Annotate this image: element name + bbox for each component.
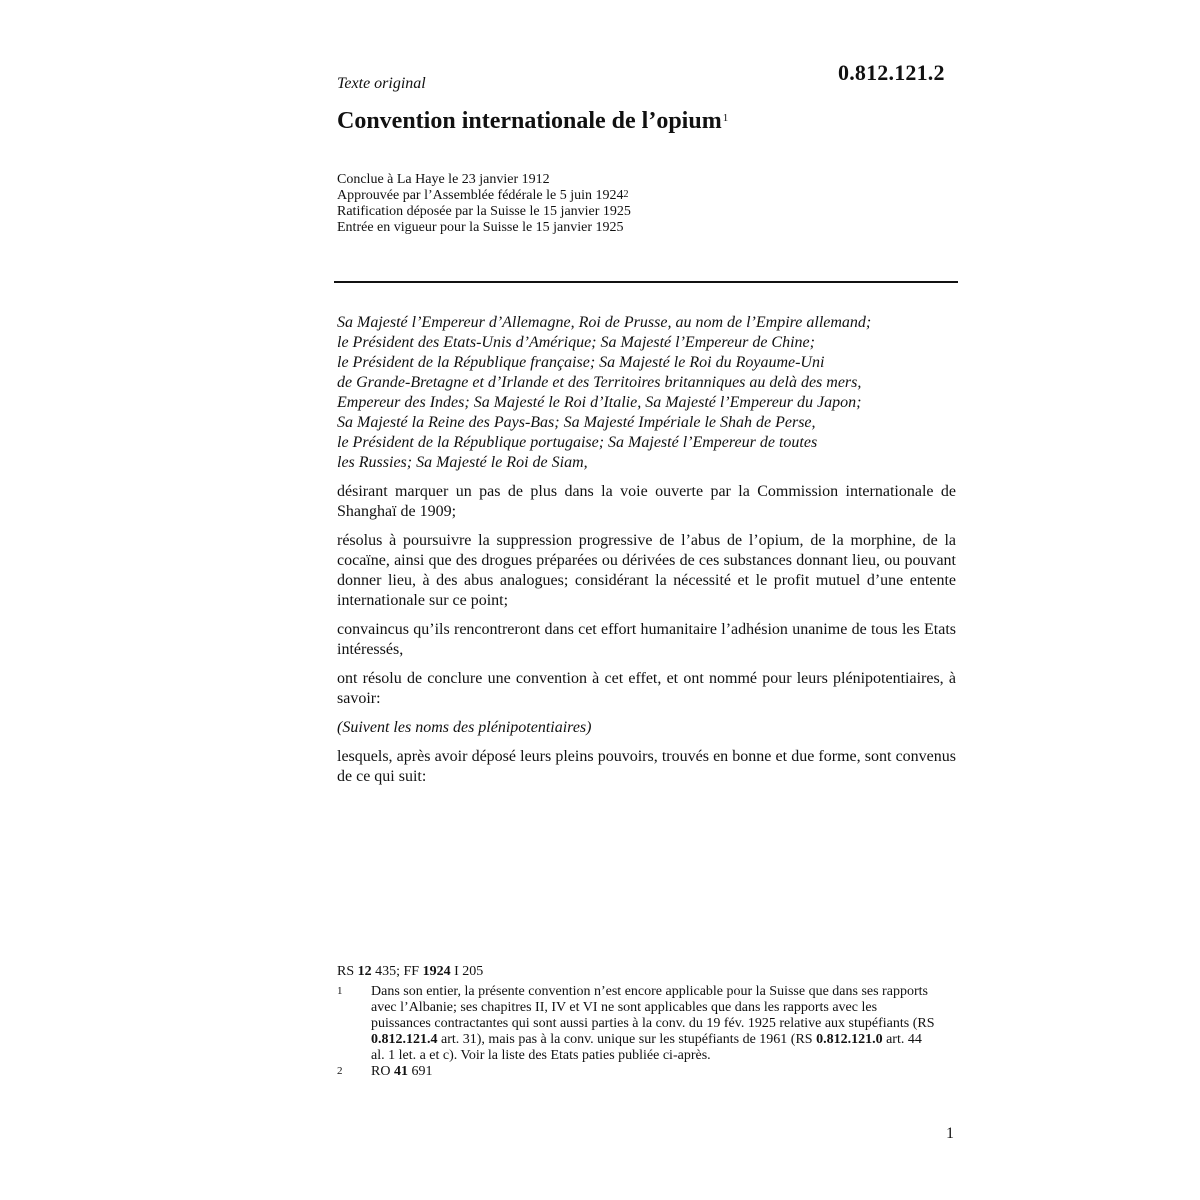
- sr-link[interactable]: 0.812.121.0: [816, 1032, 883, 1047]
- preamble-paragraph: résolus à poursuivre la suppression progressive de l’abus de l’opium, de la morphine, de la cocaïne, ainsi que des drogues préparées ou dérivées de ces substances donnant lieu, ou pouvant donner lieu, à des abus analogues; considérant la nécessité et le profit mutuel d’une entente internationale sur ce point;: [337, 532, 956, 609]
- source-reference: [337, 964, 937, 980]
- footnote-text: [371, 984, 937, 1064]
- parties-line: Empereur des Indes; Sa Majesté le Roi d’Italie, Sa Majesté l’Empereur du Japon;: [337, 394, 862, 411]
- preamble-body: [337, 482, 956, 796]
- footnote-text-part: art. 31), mais pas à la conv. unique sur les stupéfiants de 1961 (RS: [437, 1032, 817, 1047]
- ff-year: 1924: [422, 964, 451, 979]
- rs-page: 435; FF: [375, 964, 420, 979]
- concluded-line: Conclue à La Haye le 23 janvier 1912: [337, 172, 550, 187]
- ro-label: RO: [371, 1064, 391, 1079]
- entry-into-force-line: Entrée en vigueur pour la Suisse le 15 janvier 1925: [337, 220, 624, 235]
- contracting-parties: [337, 313, 871, 473]
- approved-text: Approuvée par l’Assemblée fédérale le 5 juin 1924: [337, 188, 624, 203]
- parties-line: le Président de la République portugaise; Sa Majesté l’Empereur de toutes: [337, 434, 818, 451]
- parties-line: Sa Majesté la Reine des Pays-Bas; Sa Majesté Impériale le Shah de Perse,: [337, 414, 816, 431]
- original-text-label: Texte original: [337, 75, 426, 92]
- rs-label: RS: [337, 964, 355, 979]
- rs-volume: 12: [357, 964, 372, 979]
- parties-line: les Russies; Sa Majesté le Roi de Siam,: [337, 454, 588, 471]
- preamble-paragraph: désirant marquer un pas de plus dans la voie ouverte par la Commission internationale de Shanghaï de 1909;: [337, 483, 956, 520]
- title-footnote-ref[interactable]: 1: [722, 112, 729, 124]
- footnote-1: [337, 984, 937, 1064]
- ff-ref: I 205: [454, 964, 484, 979]
- parties-line: Sa Majesté l’Empereur d’Allemagne, Roi de Prusse, au nom de l’Empire allemand;: [337, 314, 872, 331]
- preamble-paragraph: convaincus qu’ils rencontreront dans cet effort humanitaire l’adhésion unanime de tous les Etats intéressés,: [337, 621, 956, 658]
- sr-link[interactable]: 0.812.121.4: [371, 1032, 438, 1047]
- parties-line: le Président de la République française; Sa Majesté le Roi du Royaume-Uni: [337, 354, 825, 371]
- footnotes: [337, 964, 937, 1080]
- footnote-text-part: Dans son entier, la présente convention n’est encore applicable pour la Suisse que dans ses rapports avec l’Albanie; ses chapitres II, IV et VI ne sont applicables que dans les rapports avec les puissances contractantes qui sont aussi parties à la conv. du 19 fév. 1925 relative aux stupéfiants (RS: [371, 984, 935, 1031]
- footnote-text-part: art. 44 al. 1 let. a et c). Voir la liste des Etats paties publiée ci-après.: [371, 1032, 922, 1063]
- title-text: Convention internationale de l’opium: [337, 108, 722, 134]
- parties-line: le Président des Etats-Unis d’Amérique; Sa Majesté l’Empereur de Chine;: [337, 334, 815, 351]
- page-title: [337, 108, 728, 135]
- footnote-number: 2: [337, 1065, 343, 1077]
- footnote-number: 1: [337, 985, 343, 997]
- plenipotentiaries-note: (Suivent les noms des plénipotentiaires): [337, 719, 592, 736]
- horizontal-divider: [334, 281, 958, 283]
- footnote-2: [337, 1064, 937, 1080]
- page-number: 1: [946, 1125, 954, 1142]
- metadata-block: [337, 172, 631, 236]
- preamble-paragraph: lesquels, après avoir déposé leurs pleins pouvoirs, trouvés en bonne et due forme, sont convenus de ce qui suit:: [337, 748, 956, 785]
- approved-footnote-ref[interactable]: 2: [623, 189, 629, 200]
- parties-line: de Grande-Bretagne et d’Irlande et des Territoires britanniques au delà des mers,: [337, 374, 862, 391]
- approved-line: [337, 188, 631, 204]
- ro-page: 691: [411, 1064, 433, 1079]
- ro-volume: 41: [393, 1064, 408, 1079]
- footnote-text: [371, 1064, 937, 1080]
- document-number: 0.812.121.2: [838, 60, 945, 85]
- preamble-paragraph: ont résolu de conclure une convention à cet effet, et ont nommé pour leurs plénipotentiaires, à savoir:: [337, 670, 956, 707]
- ratification-line: Ratification déposée par la Suisse le 15 janvier 1925: [337, 204, 631, 219]
